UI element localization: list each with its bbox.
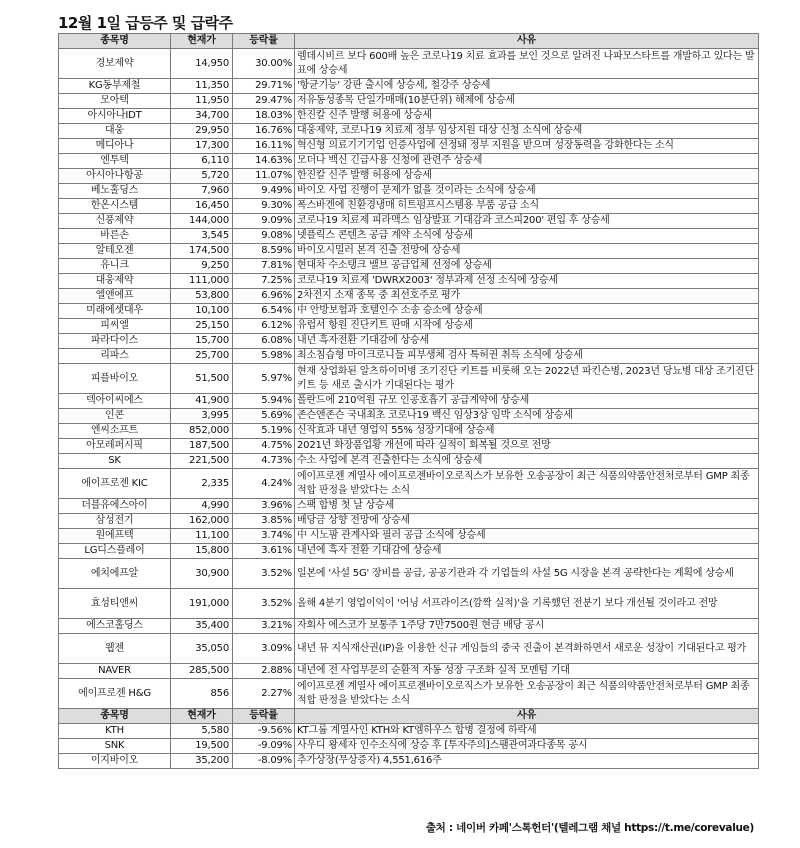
table-row bbox=[59, 424, 759, 439]
table-row bbox=[59, 319, 759, 334]
current-price: 852,000 bbox=[171, 424, 233, 439]
change-rate: 29.47% bbox=[233, 94, 295, 109]
change-rate: 2.27% bbox=[233, 679, 295, 709]
stock-name: 베노홀딩스 bbox=[59, 184, 171, 199]
stock-name: 더블유에스아이 bbox=[59, 499, 171, 514]
change-rate: 5.97% bbox=[233, 364, 295, 394]
reason-text: 올해 4분기 영업이익이 '어닝 서프라이즈(깜짝 실적)'을 기록했던 전분기 보다 개선될 것이라고 전망 bbox=[295, 589, 759, 619]
current-price: 25,700 bbox=[171, 349, 233, 364]
reason-text: 에이프로젠 계열사 에이프로젠바이오로직스가 보유한 오송공장이 최근 식품의약품안전처로부터 GMP 최종 적합 판정을 받았다는 소식 bbox=[295, 469, 759, 499]
stock-name: 미래에셋대우 bbox=[59, 304, 171, 319]
change-rate: 3.85% bbox=[233, 514, 295, 529]
current-price: 111,000 bbox=[171, 274, 233, 289]
change-rate: 3.74% bbox=[233, 529, 295, 544]
change-rate: 16.76% bbox=[233, 124, 295, 139]
reason-text: 2차전지 소재 종목 중 최선호주로 평가 bbox=[295, 289, 759, 304]
stock-name: 삼성전기 bbox=[59, 514, 171, 529]
table-row bbox=[59, 559, 759, 589]
reason-text: 자회사 에스코가 보통주 1주당 7만7500원 현금 배당 공시 bbox=[295, 619, 759, 634]
stock-name: SK bbox=[59, 454, 171, 469]
current-price: 15,700 bbox=[171, 334, 233, 349]
stock-name: 엔투텍 bbox=[59, 154, 171, 169]
current-price: 51,500 bbox=[171, 364, 233, 394]
reason-text: 수소 사업에 본격 진출한다는 소식에 상승세 bbox=[295, 454, 759, 469]
table-row bbox=[59, 49, 759, 79]
stock-name: KTH bbox=[59, 724, 171, 739]
stock-name: NAVER bbox=[59, 664, 171, 679]
reason-text: 에이프로젠 계열사 에이프로젠바이오로직스가 보유한 오송공장이 최근 식품의약품안전처로부터 GMP 최종 적합 판정을 받았다는 소식 bbox=[295, 679, 759, 709]
reason-text: 中 시노팜 관계사와 필러 공급 소식에 상승세 bbox=[295, 529, 759, 544]
column-header-reason: 사유 bbox=[295, 34, 759, 49]
report-title: 12월 1일 급등주 및 급락주 bbox=[58, 14, 233, 32]
table-row bbox=[59, 364, 759, 394]
change-rate: 9.09% bbox=[233, 214, 295, 229]
current-price: 285,500 bbox=[171, 664, 233, 679]
current-price: 19,500 bbox=[171, 739, 233, 754]
change-rate: -8.09% bbox=[233, 754, 295, 769]
change-rate: 11.07% bbox=[233, 169, 295, 184]
stock-name: 유니크 bbox=[59, 259, 171, 274]
stock-name: KG동부제철 bbox=[59, 79, 171, 94]
table-row bbox=[59, 619, 759, 634]
stock-name: 에이프로젠 KIC bbox=[59, 469, 171, 499]
table-row bbox=[59, 229, 759, 244]
table-row bbox=[59, 664, 759, 679]
table-row bbox=[59, 334, 759, 349]
table-row bbox=[59, 724, 759, 739]
column-header-price: 현재가 bbox=[171, 709, 233, 724]
reason-text: '항균기능' 강판 출시에 상승세, 철강주 상승세 bbox=[295, 79, 759, 94]
change-rate: 7.81% bbox=[233, 259, 295, 274]
column-header-name: 종목명 bbox=[59, 709, 171, 724]
table-row bbox=[59, 439, 759, 454]
change-rate: -9.56% bbox=[233, 724, 295, 739]
stock-name: 인콘 bbox=[59, 409, 171, 424]
stock-name: 피플바이오 bbox=[59, 364, 171, 394]
change-rate: 9.30% bbox=[233, 199, 295, 214]
stock-name: 에치에프알 bbox=[59, 559, 171, 589]
change-rate: 3.09% bbox=[233, 634, 295, 664]
reason-text: 현재 상업화된 알츠하이머병 조기진단 키트를 비롯해 오는 2022년 파킨슨병, 2023년 당뇨병 대상 조기진단 키트 등 새로 출시가 기대된다는 평가 bbox=[295, 364, 759, 394]
table-row bbox=[59, 589, 759, 619]
stock-name: 이지바이오 bbox=[59, 754, 171, 769]
table-row bbox=[59, 289, 759, 304]
stock-name: 모아텍 bbox=[59, 94, 171, 109]
current-price: 144,000 bbox=[171, 214, 233, 229]
stock-name: 웹젠 bbox=[59, 634, 171, 664]
change-rate: 3.96% bbox=[233, 499, 295, 514]
stock-name: 효성티앤씨 bbox=[59, 589, 171, 619]
stock-name: 원에프텍 bbox=[59, 529, 171, 544]
change-rate: 3.21% bbox=[233, 619, 295, 634]
current-price: 856 bbox=[171, 679, 233, 709]
change-rate: 16.11% bbox=[233, 139, 295, 154]
current-price: 11,950 bbox=[171, 94, 233, 109]
stock-name: SNK bbox=[59, 739, 171, 754]
table-row bbox=[59, 409, 759, 424]
reason-text: 배당금 상향 전망에 상승세 bbox=[295, 514, 759, 529]
reason-text: 사우디 왕세자 인수소식에 상승 후 [투자주의]스팸관여과다종목 공시 bbox=[295, 739, 759, 754]
change-rate: 5.98% bbox=[233, 349, 295, 364]
stock-name: 리파스 bbox=[59, 349, 171, 364]
stock-name: 경보제약 bbox=[59, 49, 171, 79]
change-rate: 4.75% bbox=[233, 439, 295, 454]
table-row bbox=[59, 454, 759, 469]
change-rate: 9.49% bbox=[233, 184, 295, 199]
reason-text: 대웅제약, 코로나19 치료제 정부 임상지원 대상 신청 소식에 상승세 bbox=[295, 124, 759, 139]
column-header-change: 등락률 bbox=[233, 34, 295, 49]
stock-name: 아모레퍼시픽 bbox=[59, 439, 171, 454]
current-price: 15,800 bbox=[171, 544, 233, 559]
table-row bbox=[59, 304, 759, 319]
reason-text: 혁신형 의료기기기업 인증사업에 선정돼 정부 지원을 받으며 성장동력을 강화한다는 소식 bbox=[295, 139, 759, 154]
change-rate: 2.88% bbox=[233, 664, 295, 679]
current-price: 30,900 bbox=[171, 559, 233, 589]
table-row bbox=[59, 184, 759, 199]
table-row bbox=[59, 124, 759, 139]
current-price: 11,100 bbox=[171, 529, 233, 544]
column-header-reason: 사유 bbox=[295, 709, 759, 724]
table-row bbox=[59, 244, 759, 259]
table-row bbox=[59, 469, 759, 499]
reason-text: 추가상장(무상증자) 4,551,616주 bbox=[295, 754, 759, 769]
change-rate: 8.59% bbox=[233, 244, 295, 259]
current-price: 221,500 bbox=[171, 454, 233, 469]
current-price: 187,500 bbox=[171, 439, 233, 454]
table-row bbox=[59, 634, 759, 664]
change-rate: 6.96% bbox=[233, 289, 295, 304]
current-price: 6,110 bbox=[171, 154, 233, 169]
table-row bbox=[59, 109, 759, 124]
reason-text: 현대차 수소탱크 밸브 공급업체 선정에 상승세 bbox=[295, 259, 759, 274]
reason-text: 신작효과 내년 영업익 55% 성장기대에 상승세 bbox=[295, 424, 759, 439]
table-row bbox=[59, 544, 759, 559]
current-price: 35,200 bbox=[171, 754, 233, 769]
current-price: 34,700 bbox=[171, 109, 233, 124]
change-rate: 5.69% bbox=[233, 409, 295, 424]
current-price: 162,000 bbox=[171, 514, 233, 529]
reason-text: 넷플릭스 콘텐츠 공급 계약 소식에 상승세 bbox=[295, 229, 759, 244]
table-row bbox=[59, 349, 759, 364]
current-price: 35,050 bbox=[171, 634, 233, 664]
change-rate: -9.09% bbox=[233, 739, 295, 754]
reason-text: KT그룹 계열사인 KTH와 KT엠하우스 합병 결정에 하락세 bbox=[295, 724, 759, 739]
stock-name: 신풍제약 bbox=[59, 214, 171, 229]
change-rate: 29.71% bbox=[233, 79, 295, 94]
change-rate: 18.03% bbox=[233, 109, 295, 124]
change-rate: 6.08% bbox=[233, 334, 295, 349]
stock-name: 파라다이스 bbox=[59, 334, 171, 349]
reason-text: 모더나 백신 긴급사용 신청에 관련주 상승세 bbox=[295, 154, 759, 169]
stock-name: 대웅제약 bbox=[59, 274, 171, 289]
current-price: 25,150 bbox=[171, 319, 233, 334]
table-row bbox=[59, 754, 759, 769]
table-row bbox=[59, 499, 759, 514]
column-header-change: 등락률 bbox=[233, 709, 295, 724]
gainers-header-row bbox=[59, 34, 759, 49]
column-header-price: 현재가 bbox=[171, 34, 233, 49]
stock-name: 알테오젠 bbox=[59, 244, 171, 259]
change-rate: 6.54% bbox=[233, 304, 295, 319]
reason-text: 코로나19 치료제 'DWRX2003' 정부과제 선정 소식에 상승세 bbox=[295, 274, 759, 289]
reason-text: 한진칼 신주 발행 허용에 상승세 bbox=[295, 109, 759, 124]
stock-name: 덱아이씨에스 bbox=[59, 394, 171, 409]
reason-text: 바이오 사업 진행이 문제가 없을 것이라는 소식에 상승세 bbox=[295, 184, 759, 199]
reason-text: 폴란드에 210억원 규모 인공호흡기 공급계약에 상승세 bbox=[295, 394, 759, 409]
stock-name: 에스코홀딩스 bbox=[59, 619, 171, 634]
stock-name: 한온시스템 bbox=[59, 199, 171, 214]
source-note: 출처 : 네이버 카페'스톡헌터'(텔레그램 채널 https://t.me/corevalue) bbox=[425, 822, 754, 834]
change-rate: 3.52% bbox=[233, 559, 295, 589]
stock-name: 피씨엘 bbox=[59, 319, 171, 334]
reason-text: 최소침습형 마이크로니들 피부생체 검사 특허권 취득 소식에 상승세 bbox=[295, 349, 759, 364]
reason-text: 저유동성종목 단일가매매(10분단위) 해제에 상승세 bbox=[295, 94, 759, 109]
current-price: 11,350 bbox=[171, 79, 233, 94]
stock-name: 에이프로젠 H&G bbox=[59, 679, 171, 709]
stock-name: 대웅 bbox=[59, 124, 171, 139]
reason-text: 내년에 전 사업부문의 순환적 자동 성장 구조화 실적 모멘텀 기대 bbox=[295, 664, 759, 679]
table-row bbox=[59, 169, 759, 184]
table-row bbox=[59, 529, 759, 544]
stock-name: LG디스플레이 bbox=[59, 544, 171, 559]
change-rate: 7.25% bbox=[233, 274, 295, 289]
table-row bbox=[59, 394, 759, 409]
current-price: 17,300 bbox=[171, 139, 233, 154]
current-price: 5,580 bbox=[171, 724, 233, 739]
current-price: 174,500 bbox=[171, 244, 233, 259]
reason-text: 내년 흑자전환 기대감에 상승세 bbox=[295, 334, 759, 349]
stock-name: 엘앤에프 bbox=[59, 289, 171, 304]
stock-name: 바른손 bbox=[59, 229, 171, 244]
current-price: 14,950 bbox=[171, 49, 233, 79]
change-rate: 6.12% bbox=[233, 319, 295, 334]
current-price: 2,335 bbox=[171, 469, 233, 499]
stock-name: 메디아나 bbox=[59, 139, 171, 154]
current-price: 3,995 bbox=[171, 409, 233, 424]
reason-text: 내년 뮤 지식재산권(IP)을 이용한 신규 게임들의 중국 진출이 본격화하면서 새로운 성장이 기대된다고 평가 bbox=[295, 634, 759, 664]
reason-text: 中 안방보험과 호텔인수 소송 승소에 상승세 bbox=[295, 304, 759, 319]
current-price: 41,900 bbox=[171, 394, 233, 409]
change-rate: 9.08% bbox=[233, 229, 295, 244]
change-rate: 30.00% bbox=[233, 49, 295, 79]
reason-text: 폭스바겐에 친환경냉매 히트펌프시스템용 부품 공급 소식 bbox=[295, 199, 759, 214]
stock-name: 아시아나항공 bbox=[59, 169, 171, 184]
change-rate: 3.61% bbox=[233, 544, 295, 559]
reason-text: 내년에 흑자 전환 기대감에 상승세 bbox=[295, 544, 759, 559]
change-rate: 4.24% bbox=[233, 469, 295, 499]
current-price: 10,100 bbox=[171, 304, 233, 319]
current-price: 53,800 bbox=[171, 289, 233, 304]
table-row bbox=[59, 259, 759, 274]
column-header-name: 종목명 bbox=[59, 34, 171, 49]
current-price: 3,545 bbox=[171, 229, 233, 244]
losers-header-row bbox=[59, 709, 759, 724]
current-price: 16,450 bbox=[171, 199, 233, 214]
table-row bbox=[59, 514, 759, 529]
current-price: 29,950 bbox=[171, 124, 233, 139]
current-price: 5,720 bbox=[171, 169, 233, 184]
stock-name: 엔씨소프트 bbox=[59, 424, 171, 439]
table-row bbox=[59, 79, 759, 94]
reason-text: 바이오시밀러 본격 진출 전망에 상승세 bbox=[295, 244, 759, 259]
reason-text: 렘데시비르 보다 600배 높은 코로나19 치료 효과를 보인 것으로 알려진 나파모스타트를 개발하고 있다는 발표에 상승세 bbox=[295, 49, 759, 79]
change-rate: 5.19% bbox=[233, 424, 295, 439]
table-row bbox=[59, 154, 759, 169]
change-rate: 4.73% bbox=[233, 454, 295, 469]
reason-text: 2021년 화장품업황 개선에 따라 실적이 회복될 것으로 전망 bbox=[295, 439, 759, 454]
current-price: 4,990 bbox=[171, 499, 233, 514]
table-row bbox=[59, 214, 759, 229]
reason-text: 코로나19 치료제 피라맥스 임상발표 기대감과 코스피200' 편입 후 상승세 bbox=[295, 214, 759, 229]
reason-text: 한진칼 신주 발행 허용에 상승세 bbox=[295, 169, 759, 184]
change-rate: 5.94% bbox=[233, 394, 295, 409]
reason-text: 존슨앤존슨 국내최초 코로나19 백신 임상3상 임박 소식에 상승세 bbox=[295, 409, 759, 424]
current-price: 191,000 bbox=[171, 589, 233, 619]
stock-table bbox=[58, 33, 759, 769]
table-row bbox=[59, 199, 759, 214]
current-price: 7,960 bbox=[171, 184, 233, 199]
change-rate: 3.52% bbox=[233, 589, 295, 619]
reason-text: 일본에 '사설 5G' 장비를 공급, 공공기관과 각 기업들의 사설 5G 시장을 본격 공략한다는 계획에 상승세 bbox=[295, 559, 759, 589]
table-row bbox=[59, 139, 759, 154]
table-row bbox=[59, 274, 759, 289]
current-price: 35,400 bbox=[171, 619, 233, 634]
table-row bbox=[59, 679, 759, 709]
current-price: 9,250 bbox=[171, 259, 233, 274]
reason-text: 유럽서 항원 진단키트 판매 시작에 상승세 bbox=[295, 319, 759, 334]
table-row bbox=[59, 739, 759, 754]
change-rate: 14.63% bbox=[233, 154, 295, 169]
reason-text: 스팩 합병 첫 날 상승세 bbox=[295, 499, 759, 514]
table-row bbox=[59, 94, 759, 109]
stock-name: 아시아나IDT bbox=[59, 109, 171, 124]
